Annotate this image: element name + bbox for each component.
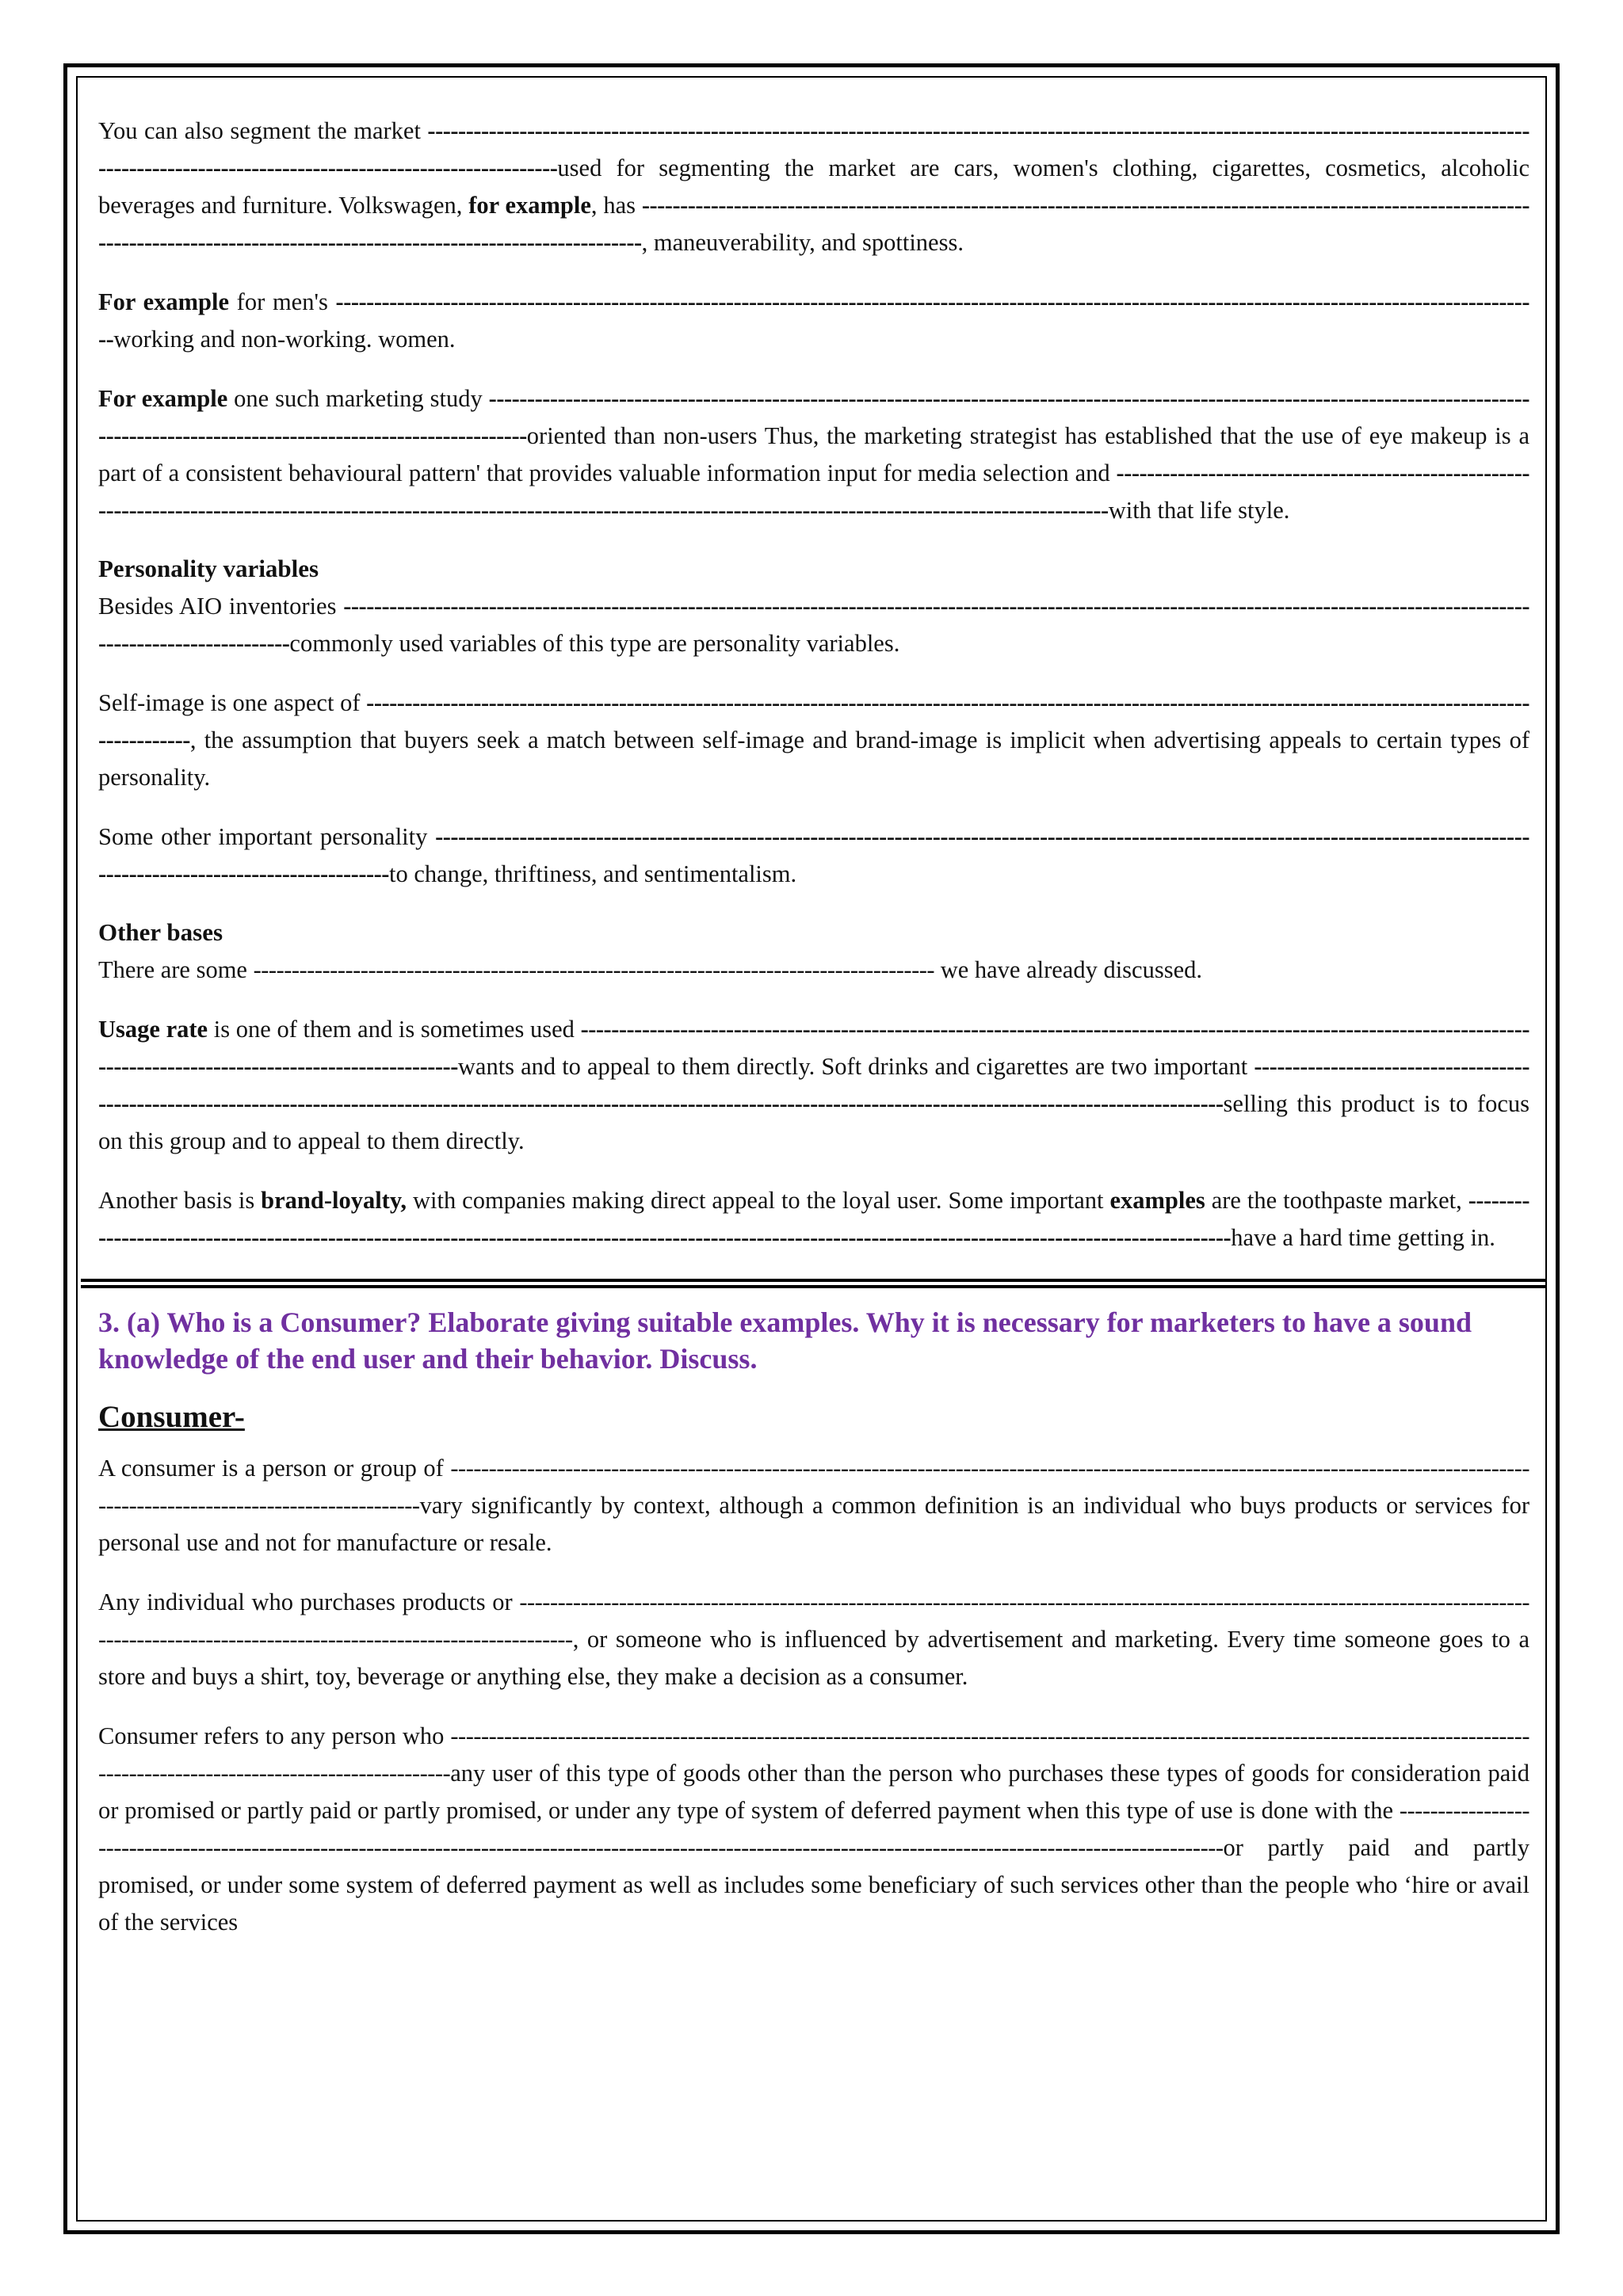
paragraph-brand-loyalty: Another basis is brand-loyalty, with companies making direct appeal to the loyal user. Some important examples are the toothpaste market, ------------------------------------------------------------------------------------------------------------------------------------------------------------have a hard time getting in. [98, 1187, 1529, 1251]
section-divider [81, 1279, 1547, 1288]
blank-dashes: ----------------------------------------------------------------------------------------- [253, 956, 935, 983]
paragraph-marketing-study: For example one such marketing study ------------------------------------------------------------------------------------------------------------------------------------------------------------------------------------------------oriented than non-users Thus, the marketing strategist has established that the use of eye makeup is a part of a consistent behavioural pattern' that provides valuable information input for media selection and ------------------------------------------------------------------------------------------------------------------------------------------------------------------------------------------with that life style. [98, 385, 1530, 524]
heading-other-bases: Other bases [98, 918, 223, 946]
paragraph-consumer-individual: Any individual who purchases products or --------------------------------------------------------------------------------------------------------------------------------------------------------------------------------------------------, or someone who is influenced by advertisement and marketing. Every time someone goes to a store and buys a shirt, toy, beverage or anything else, they make a decision as a consumer. [98, 1589, 1530, 1690]
paragraph-other-bases: There are some ----------------------------------------------------------------------------------------- we have already discussed. [98, 956, 1202, 983]
blank-dashes: --------------------------------------------------------------------------------------------------------------------------------------------------------------------------------------- [98, 1455, 1529, 1519]
blank-dashes: ------------------------------------------------------------------------------------------------------------------------------------------------------------ [98, 1187, 1529, 1251]
blank-dashes: ------------------------------------------------------------------------------------------------------------------------------------------------------------------------------------ [98, 593, 1530, 657]
blank-dashes: --------------------------------------------------------------------------------------------------------------------------------------------------------------------------------------- [98, 1053, 1530, 1117]
blank-dashes: ------------------------------------------------------------------------------------------------------------------------------------------------------------------------------------------- [98, 1722, 1529, 1787]
blank-dashes: ------------------------------------------------------------------------------------------------------------------------------------------------------------------------------------------------------------ [98, 117, 1529, 181]
blank-dashes: ------------------------------------------------------------------------------------------------------------------------------------------------------------------------------------------ [98, 460, 1530, 524]
paragraph-usage-rate: Usage rate is one of them and is sometimes used ---------------------------------------------------------------------------------------------------------------------------------------------------------------------------wants and to appeal to them directly. Soft drinks and cigarettes are two important ---------------------------------------------------------------------------------------------------------------------------------------------------------------------------------------selling this product is to focus on this group and to appeal to them directly. [98, 1016, 1530, 1154]
document-content [98, 113, 1529, 1963]
blank-dashes: ------------------------------------------------------------------------------------------------------------------------------------------------------------------------------------------------ [98, 385, 1529, 449]
paragraph-consumer-refers: Consumer refers to any person who -------------------------------------------------------------------------------------------------------------------------------------------------------------------------------------------any user of this type of goods other than the person who purchases these types of goods for consideration paid or promised or partly paid or partly promised, or under any type of system of deferred payment when this type of use is done with the --------------------------------------------------------------------------------------------------------------------------------------------------------------------or partly paid and partly promised, or under some system of deferred payment as well as includes some beneficiary of such services other than the people who ‘hire or avail of the services [98, 1722, 1530, 1936]
paragraph-consumer-definition: A consumer is a person or group of ---------------------------------------------------------------------------------------------------------------------------------------------------------------------------------------vary significantly by context, although a common definition is an individual who buys products or services for personal use and not for manufacture or resale. [98, 1455, 1529, 1556]
paragraph-self-image: Self-image is one aspect of --------------------------------------------------------------------------------------------------------------------------------------------------------------------, the assumption that buyers seek a match between self-image and brand-image is implicit when advertising appeals to certain types of personality. [98, 689, 1529, 791]
blank-dashes: -------------------------------------------------------------------------------------------------------------------------------------------------------------------- [98, 1797, 1530, 1861]
paragraph-aio-inventories: Besides AIO inventories ------------------------------------------------------------------------------------------------------------------------------------------------------------------------------------commonly used variables of this type are personality variables. [98, 593, 1530, 657]
blank-dashes: ------------------------------------------------------------------------------------------------------------------------------------------------------------------------------------- [98, 823, 1529, 887]
question-title: 3. (a) Who is a Consumer? Elaborate giving suitable examples. Why it is necessary for marketers to have a sound knowledge of the end user and their behavior. Discuss. [98, 1306, 1472, 1375]
paragraph-mens-example: For example for men's --------------------------------------------------------------------------------------------------------------------------------------------------------------working and non-working. women. [98, 288, 1529, 353]
blank-dashes: ------------------------------------------------------------------------------------------------------------------------------------------------------------------------------------------- [98, 192, 1529, 256]
blank-dashes: --------------------------------------------------------------------------------------------------------------------------------------------------------------------------- [98, 1016, 1529, 1080]
paragraph-personality-traits: Some other important personality -------------------------------------------------------------------------------------------------------------------------------------------------------------------------------------to change, thriftiness, and sentimentalism. [98, 823, 1529, 887]
paragraph-segment-market: You can also segment the market ------------------------------------------------------------------------------------------------------------------------------------------------------------------------------------------------------------used for segmenting the market are cars, women's clothing, cigarettes, cosmetics, alcoholic beverages and furniture. Volkswagen, for example, has -------------------------------------------------------------------------------------------------------------------------------------------------------------------------------------------, maneuverability, and spottiness. [98, 117, 1529, 256]
blank-dashes: -------------------------------------------------------------------------------------------------------------------------------------------------------------------------------------------------- [98, 1589, 1530, 1653]
heading-consumer: Consumer- [98, 1400, 245, 1434]
blank-dashes: -------------------------------------------------------------------------------------------------------------------------------------------------------------- [98, 288, 1529, 353]
blank-dashes: -------------------------------------------------------------------------------------------------------------------------------------------------------------------- [98, 689, 1529, 753]
heading-personality-variables: Personality variables [98, 555, 319, 582]
